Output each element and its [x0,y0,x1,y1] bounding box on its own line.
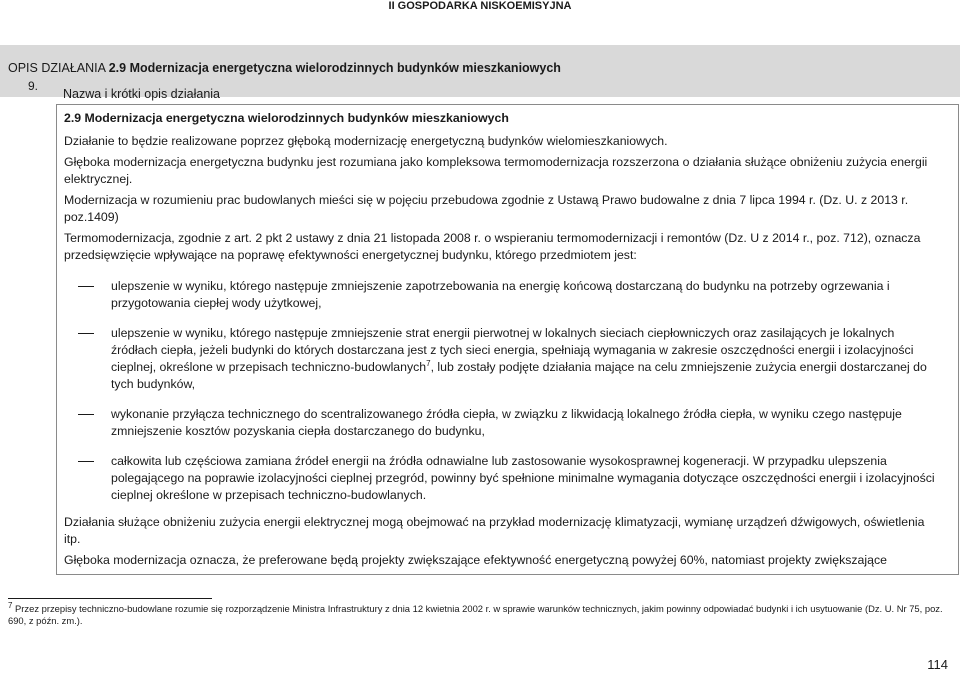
paragraph-2: Głęboka modernizacja energetyczna budynku jest rozumiana jako kompleksowa termomodernizacja rozszerzona o działania służące obniżeniu zużycia energii elektrycznej. [64,155,928,186]
list-item-text: wykonanie przyłącza technicznego do scentralizowanego źródła ciepła, w związku z likwidacją lokalnego źródła ciepła, w wyniku czego następuje zmniejszenie kosztów pozyskania ciepła dostarczanego do budynku, [111,407,902,438]
paragraph-5: Działania służące obniżeniu zużycia energii elektrycznej mogą obejmować na przykład modernizację klimatyzacji, wymianę urządzeń dźwigowych, oświetlenia itp. [64,515,925,546]
list-item [64,406,944,440]
list-item-text-continued: , lub zostały podjęte działania mające na celu zmniejszenie zużycia energii dostarczanej do tych budynków, [111,360,927,391]
section-heading [8,61,561,75]
list-item [64,325,944,393]
paragraph-3: Modernizacja w rozumieniu prac budowlanych mieści się w pojęciu przebudowa zgodnie z Ustawą Prawo budowalne z dnia 7 lipca 1994 r. (Dz. U. z 2013 r. poz.1409) [64,193,909,224]
dash-bullet-icon [78,461,94,462]
measures-list [64,278,944,504]
dash-bullet-icon [78,414,94,415]
paragraph-6: Głęboka modernizacja oznacza, że preferowane będą projekty zwiększające efektywność energetyczną powyżej 60%, natomiast projekty zwiększające [64,553,887,567]
section-number-suffix: 9. [28,79,39,93]
document-header-title: II GOSPODARKA NISKOEMISYJNA [388,0,572,12]
description-box [56,104,959,575]
list-item-text: ulepszenie w wyniku, którego następuje zmniejszenie strat energii pierwotnej w lokalnych sieciach ciepłowniczych oraz zasilających je lokalnych źródłach ciepła, jeżeli budynki do których dostarczana jest z tych sieci energia, spełniają wymagania w zakresie oszczędności energii i izolacyjności cieplnej, określone w przepisach techniczno-budowlanych [111,326,914,374]
section-subheading: Nazwa i krótki opis działania [63,87,221,101]
footnote [8,600,948,627]
footnote-marker: 7 [8,600,13,610]
page-number: 114 [927,657,948,672]
dash-bullet-icon [78,333,94,334]
description-content [64,110,944,573]
footnote-reference[interactable]: 7 [426,358,431,368]
paragraph-4: Termomodernizacja, zgodnie z art. 2 pkt 2 ustawy z dnia 21 listopada 2008 r. o wspieraniu termomodernizacji i remontów (Dz. U z 2014 r., poz. 712), oznacza przedsięwzięcie wpływające na poprawę efektywności energetycznej budynku, którego przedmiotem jest: [64,231,921,262]
list-item [64,278,944,312]
footnote-text: Przez przepisy techniczno-budowlane rozumie się rozporządzenie Ministra Infrastruktury z dnia 12 kwietnia 2002 r. w sprawie warunków technicznych, jakim powinny odpowiadać budynki i ich usytuowanie (Dz. U. Nr 75, poz. 690, z późn. zm.). [8,603,943,626]
list-item [64,453,944,504]
description-title: 2.9 Modernizacja energetyczna wielorodzinnych budynków mieszkaniowych [64,111,509,125]
list-item-text: ulepszenie w wyniku, którego następuje zmniejszenie zapotrzebowania na energię końcową dostarczaną do budynku na potrzeby ogrzewania i przygotowania ciepłej wody użytkowej, [111,279,890,310]
dash-bullet-icon [78,286,94,287]
paragraph-1: Działanie to będzie realizowane poprzez głęboką modernizację energetyczną budynków wielomieszkaniowych. [64,134,668,148]
list-item-text: całkowita lub częściowa zamiana źródeł energii na źródła odnawialne lub zastosowanie wysokosprawnej kogeneracji. W przypadku ulepszenia polegającego na poprawie izolacyjności cieplnej przegród, powinny być spełnione minimalne wymagania dotyczące oszczędności energii i izolacyjności cieplnej określone w przepisach techniczno-budowlanych. [111,454,935,502]
section-heading-title: 2.9 Modernizacja energetyczna wielorodzinnych budynków mieszkaniowych [108,61,561,75]
section-heading-prefix: OPIS DZIAŁANIA [8,61,109,75]
footnote-divider [8,598,212,599]
